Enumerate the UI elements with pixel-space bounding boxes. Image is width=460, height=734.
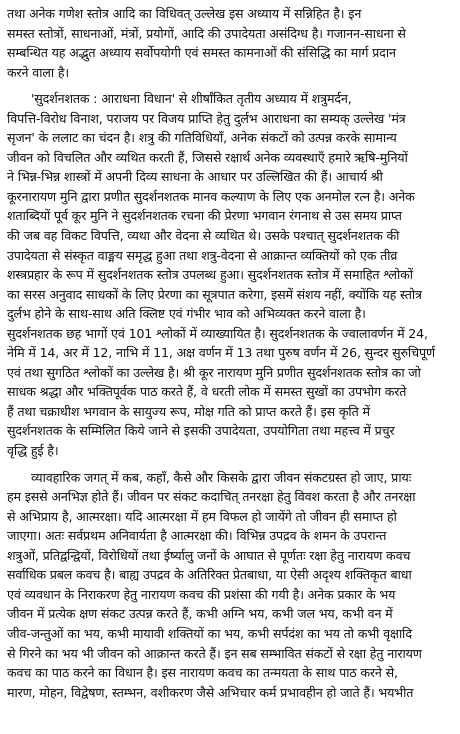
text-line: से गिरने का भय भी जीवन को आक्रान्त करते हैं। इन सब सम्भावित संकटों से रक्षा हेतु नारायण [7, 645, 422, 661]
text-line: साधक श्रद्धा और भक्तिपूर्वक पाठ करते हैं, वे धरती लोक में समस्त सुखों का उपभोग करते [7, 384, 407, 400]
text-line: शताब्दियों पूर्व कूर मुनि ने सुदर्शनशतक रचना की प्रेरणा भगवान रंगनाथ से उस समय प्राप्त [7, 208, 402, 224]
paragraph-sudarshan-shatak [7, 89, 454, 460]
text-line: तथा अनेक गणेश स्तोत्र आदि का विधिवत् उल्लेख इस अध्याय में सन्निहित है। इन [7, 6, 362, 21]
text-line: सर्वाधिक प्रबल कवच है। बाह्य उपद्रव के अतिरिक्त प्रेतबाधा, या ऐसी अदृश्य शक्तिकृत बाधा [7, 567, 412, 583]
text-line: नेमि में 14, अर में 12, नाभि में 11, अक्ष वर्णन में 13 तथा पुरुष वर्णन में 26, सुन्दर सुरुचिपूर्ण [7, 345, 435, 361]
text-line: सम्बन्धित यह अद्भुत अध्याय सर्वोपयोगी एवं समस्त कामनाओं की संसिद्धि का मार्ग प्रदान [7, 45, 396, 61]
text-line: कूरनारायण मुनि द्वारा प्रणीत सुदर्शनशतक मानव कल्याण के लिए एक अनमोल रत्न है। अनेक [7, 188, 415, 204]
paragraph-ganesh-chapter [7, 4, 454, 82]
text-line: सुदर्शनशतक छह भागों एवं 101 श्लोकों में व्याख्यायित है। सुदर्शनशतक के ज्वालावर्णन में 24, [7, 325, 428, 341]
text-line: समस्त स्तोत्रों, साधनाओं, मंत्रों, प्रयोगों, आदि की उपादेयता असंदिग्ध है। गजानन-साधना से [7, 25, 406, 41]
text-line: एवं तथा सुगठित श्लोकों का उल्लेख है। श्री कूर नारायण मुनि प्रणीत सुदर्शनशतक स्तोत्र का जो [7, 364, 421, 380]
text-line: हैं तथा चक्राधीश भगवान के सायुज्य रूप, मोक्ष गति को प्राप्त करते हैं। इस कृति में [7, 403, 370, 419]
text-line: उपादेयता से संस्कृत वाङ्मय समृद्ध हुआ तथा शत्रु-वेदना से आक्रान्त व्यक्तियों को एक तीव्र [7, 247, 398, 263]
text-line: सृजन' के ललाट का चंदन है। शत्रु की गतिविधियाँ, अनेक संकटों को उत्पन्न करके सामान्य [7, 130, 397, 146]
text-line: मारण, मोहन, विद्वेषण, स्तम्भन, वशीकरण जैसे अभिचार कर्म प्रभावहीन हो जाते हैं। भयभीत [7, 684, 414, 700]
text-line: 'सुदर्शनशतक : आराधना विधान' से शीर्षांकित तृतीय अध्याय में शत्रुमर्दन, [31, 91, 352, 107]
text-line: जीवन में प्रत्येक क्षण संकट उत्पन्न करते हैं, कभी अग्नि भय, कभी जल भय, कभी वन में [7, 606, 393, 622]
text-line: शस्त्रप्रहार के रूप में सुदर्शनशतक स्तोत्र उपलब्ध हुआ। सुदर्शनशतक स्तोत्र में समाहित श्लोकों [7, 267, 413, 283]
text-line: शत्रुओं, प्रतिद्वन्द्वियों, विरोधियों तथा ईर्ष्यालु जनों के आघात से पूर्णतः रक्षा हेतु नारायण कवच [7, 547, 411, 563]
text-line: वृद्धि हुई है। [7, 443, 59, 459]
text-line: दुर्लभ होने के साथ-साथ अति क्लिष्ट एवं गंभीर भाव को अभिव्यक्त करने वाला है। [7, 306, 366, 322]
text-line: का सरस अनुवाद साधकों के लिए प्रेरणा का सूत्रपात करेगा, इसमें संशय नहीं, क्योंकि यह स्तोत्र [7, 286, 422, 302]
text-line: जीव-जन्तुओं का भय, कभी मायावी शक्तियों का भय, कभी सर्पदंश का भय तो कभी वृक्षादि [7, 625, 412, 641]
paragraph-narayan-kavach [7, 468, 454, 703]
text-line: सुदर्शनशतक के सम्मिलित किये जाने से इसकी उपादेयता, उपयोगिता तथा महत्त्व में प्रचुर [7, 423, 395, 439]
text-line: करने वाला है। [7, 64, 69, 80]
text-line: जाएगा। अतः सर्वप्रथम अनिवार्यता है आत्मरक्षा की। विभिन्न उपद्रव के शमन के उपरान्त [7, 528, 387, 544]
text-line: से अभिप्राय है, आत्मरक्षा। यदि आत्मरक्षा में हम विफल हो जायेंगे तो जीवन ही समाप्त हो [7, 508, 397, 524]
text-line: हम इससे अनभिज्ञ होते हैं। जीवन पर संकट कदाचित् तनरक्षा हेतु विवश करता है और तनरक्षा [7, 489, 416, 505]
text-line: कवच का पाठ करने का विधान है। इस नारायण कवच का तन्मयता के साथ पाठ करने से, [7, 665, 398, 681]
text-line: जीवन को विचलित और व्यथित करती हैं, जिससे रक्षार्थ अनेक व्यवस्थाएँ हमारे ऋषि-मुनियों [7, 149, 408, 165]
text-line: एवं व्यवधान के निराकरण हेतु नारायण कवच की प्रशंसा की गयी है। अनेक प्रकार के भय [7, 586, 396, 602]
text-line: विपत्ति-विरोध विनाश, पराजय पर विजय प्राप्ति हेतु दुर्लभ आराधना का सम्यक् उल्लेख 'मंत्र [7, 110, 406, 126]
text-line: ने भिन्न-भिन्न शास्त्रों में अपनी दिव्य साधना के आधार पर उल्लिखित की हैं। आचार्य श्री [7, 169, 383, 185]
text-line: व्यावहारिक जगत् में कब, कहाँ, कैसे और किसके द्वारा जीवन संकटग्रस्त हो जाए, प्रायः [31, 469, 412, 485]
text-line: की जब वह विकट विपत्ति, व्यथा और वेदना से व्यथित थे। उसके पश्चात् सुदर्शनशतक की [7, 228, 400, 244]
